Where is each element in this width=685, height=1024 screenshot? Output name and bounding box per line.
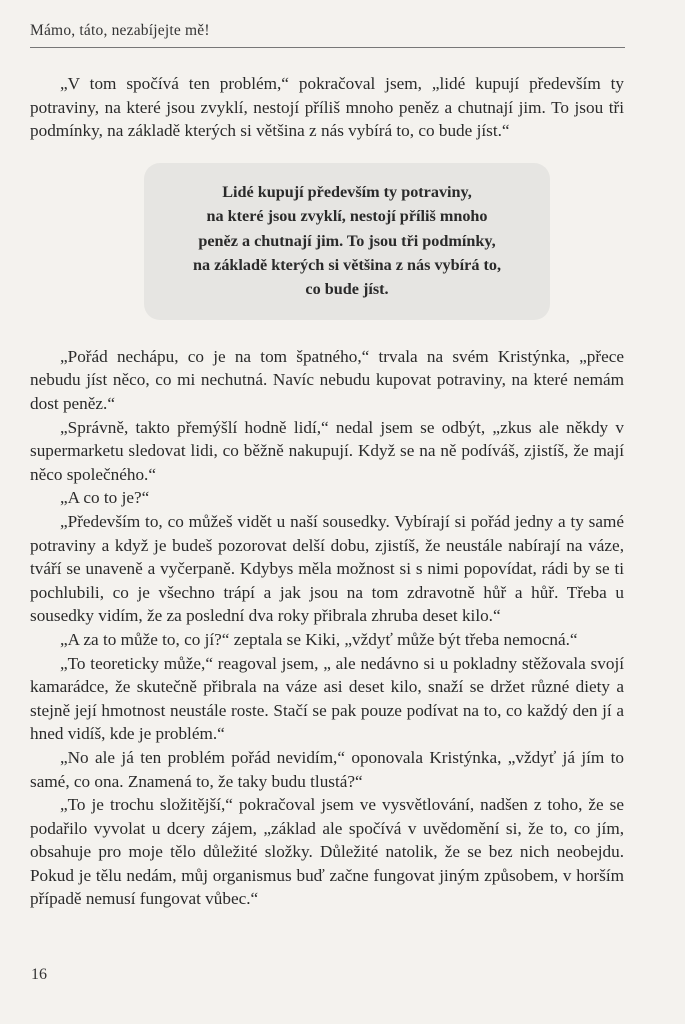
pull-quote-line: na které jsou zvyklí, nestojí příliš mnoho — [206, 207, 488, 226]
pull-quote-line: Lidé kupují především ty potraviny, — [222, 182, 472, 201]
paragraph: „To teoreticky může,“ reagoval jsem, „ ale nedávno si u pokladny stěžovala svojí kamarádce, že skutečně přibrala na váze asi deset kilo, snaží se držet různé diety a stejně její hmotnost neustále roste. Stačí se pak pouze podívat na to, co každý den jí a hned vidíš, kde je problém.“ — [30, 653, 624, 744]
paragraph: „Pořád nechápu, co je na tom špatného,“ trvala na svém Kristýnka, „přece nebudu jíst něco, co mi nechutná. Navíc nebudu kupovat potraviny, na které nemám dost peněz.“ — [30, 346, 624, 413]
pull-quote-line: co bude jíst. — [305, 280, 389, 299]
pull-quote-line: peněz a chutnají jim. To jsou tři podmínky, — [198, 231, 496, 250]
pull-quote-box — [144, 163, 550, 320]
paragraph: „To je trochu složitější,“ pokračoval jsem ve vysvětlování, nadšen z toho, že se podařilo vyvolat u dcery zájem, „základ ale spočívá v uvědomění si, že to, co jím, obsahuje pro moje tělo důležité složky. Důležité natolik, že se bez nich neobejdu. Pokud je tělu nedám, můj organismus buď začne fungovat jiným způsobem, v horším případě nemusí fungovat vůbec.“ — [30, 795, 624, 909]
paragraph: „V tom spočívá ten problém,“ pokračoval jsem, „lidé kupují především ty potraviny, na které jsou zvyklí, nestojí příliš mnoho peněz a chutnají jim. To jsou tři podmínky, na základě kterých si většina z nás vybírá to, co bude jíst.“ — [30, 74, 624, 141]
page-body — [30, 72, 624, 911]
paragraph: „Správně, takto přemýšlí hodně lidí,“ nedal jsem se odbýt, „zkus ale někdy v supermarketu sledovat lidi, co běžně nakupují. Když se na ně podíváš, zjistíš, že mají něco společného.“ — [30, 417, 624, 484]
paragraph: „A co to je?“ — [60, 488, 150, 508]
page-number: 16 — [31, 966, 47, 983]
pull-quote-line: na základě kterých si většina z nás vybírá to, — [192, 256, 501, 274]
running-header: Mámo, táto, nezabíjejte mě! — [30, 22, 625, 48]
paragraph: „A za to může to, co jí?“ zeptala se Kiki, „vždyť může být třeba nemocná.“ — [60, 629, 578, 649]
paragraph: „Především to, co můžeš vidět u naší sousedky. Vybírají si pořád jedny a ty samé potraviny a když je budeš pozorovat delší dobu, zjistíš, že neustále nabírají na váze, tváří se unaveně a vyčerpaně. Kdybys měla možnost si s nimi popovídat, rádi by se ti pochlubili, co je všechno trápí a jak jsou na tom zdravotně hůř a hůř. Třeba u sousedky vidím, že za poslední dva roky přibrala zhruba deset kilo.“ — [30, 511, 624, 626]
paragraph: „No ale já ten problém pořád nevidím,“ oponovala Kristýnka, „vždyť já jím to samé, co ona. Znamená to, že taky budu tlustá?“ — [30, 747, 624, 791]
